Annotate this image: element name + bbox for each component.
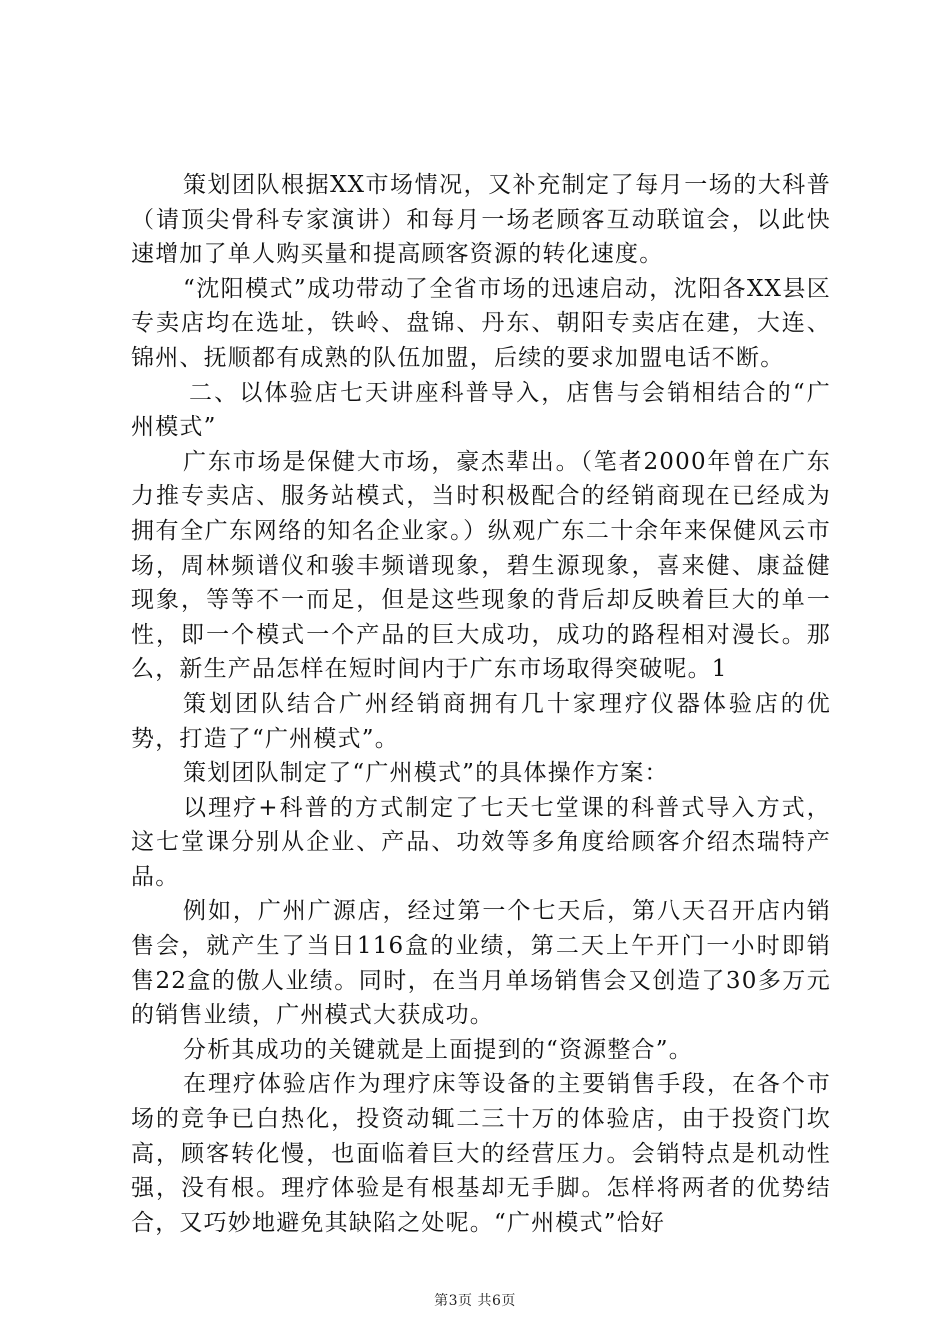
paragraph-guangdong-market: 广东市场是保健大市场，豪杰辈出。（笔者2000年曾在广东力推专卖店、服务站模式，当时积极配合的经销商现在已经成为拥有全广东网络的知名企业家。）纵观广东二十余年来保健风云市场，周林频谱仪和骏丰频谱现象，碧生源现象，喜来健、康益健现象，等等不一而足，但是这些现象的背后却反映着巨大的单一性，即一个模式一个产品的巨大成功，成功的路程相对漫长。那么，新生产品怎样在短时间内于广东市场取得突破呢。1: [131, 448, 831, 683]
paragraph-therapy-stores: 在理疗体验店作为理疗床等设备的主要销售手段，在各个市场的竞争已白热化，投资动辄二三十万的体验店，由于投资门坎高，顾客转化慢，也面临着巨大的经营压力。会销特点是机动性强，没有根。理疗体验是有根基却无手脚。怎样将两者的优势结合，又巧妙地避免其缺陷之处呢。“广州模式”恰好: [131, 1071, 831, 1236]
paragraph-guangyuan-example: 例如，广州广源店，经过第一个七天后，第八天召开店内销售会，就产生了当日116盒的业绩，第二天上午开门一小时即销售22盒的傲人业绩。同时，在当月单场销售会又创造了30多万元的销售业绩，广州模式大获成功。: [131, 898, 831, 1029]
section-heading-guangzhou-model: 二、以体验店七天讲座科普导入，店售与会销相结合的“广州模式”: [131, 379, 831, 441]
paragraph-seven-lessons: 以理疗+科普的方式制定了七天七堂课的科普式导入方式，这七堂课分别从企业、产品、功效等多角度给顾客介绍杰瑞特产品。: [131, 794, 831, 890]
paragraph-shenyang-model: “沈阳模式”成功带动了全省市场的迅速启动，沈阳各XX县区专卖店均在选址，铁岭、盘锦、丹东、朝阳专卖店在建，大连、锦州、抚顺都有成熟的队伍加盟，后续的要求加盟电话不断。: [131, 275, 831, 371]
document-body: [131, 168, 831, 1240]
page-number-footer: 第3页 共6页: [434, 1293, 516, 1309]
paragraph-experience-stores: 策划团队结合广州经销商拥有几十家理疗仪器体验店的优势，打造了“广州模式”。: [131, 690, 831, 752]
paragraph-operation-plan: 策划团队制定了“广州模式”的具体操作方案：: [183, 760, 669, 787]
paragraph-monthly-events: 策划团队根据XX市场情况，又补充制定了每月一场的大科普（请顶尖骨科专家演讲）和每月一场老顾客互动联谊会，以此快速增加了单人购买量和提高顾客资源的转化速度。: [131, 172, 831, 268]
paragraph-success-analysis: 分析其成功的关键就是上面提到的“资源整合”。: [183, 1036, 693, 1063]
